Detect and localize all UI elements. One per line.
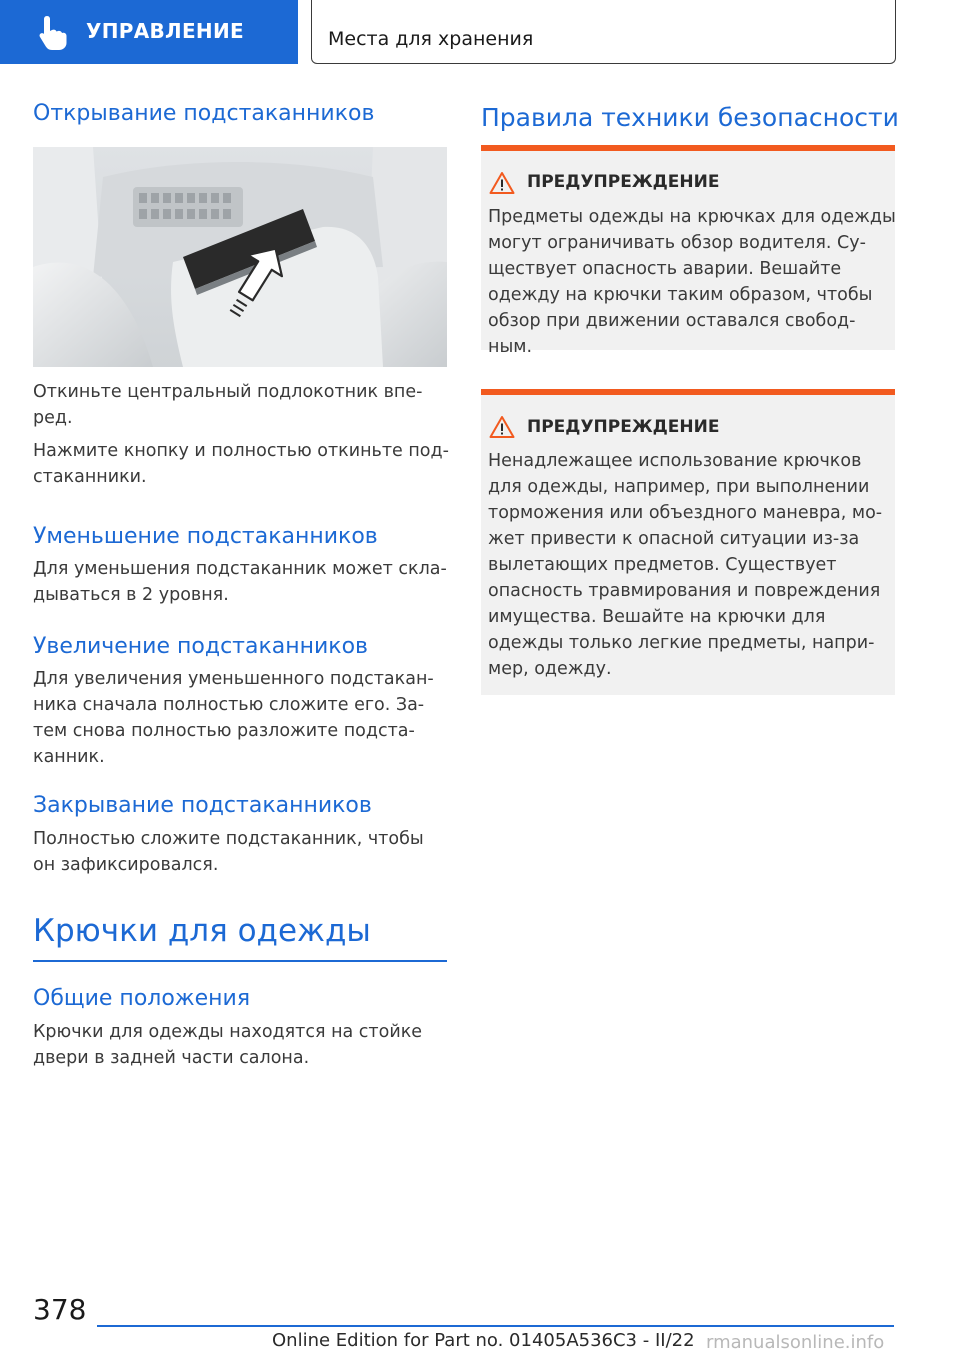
warning-triangle-icon xyxy=(489,171,515,195)
cupholder-photo xyxy=(33,147,447,367)
page-number: 378 xyxy=(33,1293,87,1326)
warning-text: Предметы одежды на крючках для одежды могут ограничивать обзор водителя. Су- ществует опасность аварии. Вешайте одежду на крючки таким образом, чтобы обзор при движении оставался свобод- ным. xyxy=(488,207,896,357)
enlarge-cupholders-heading: Увеличение подстаканников xyxy=(33,634,369,659)
general-paragraph: Крючки для одежды находятся на стойке двери в задней части салона. xyxy=(33,1022,423,1068)
general-heading: Общие положения xyxy=(33,986,251,1011)
hand-pointer-icon xyxy=(36,14,70,52)
close-cupholders-heading: Закрывание подстаканников xyxy=(33,793,372,818)
warning-bar xyxy=(481,389,895,395)
open-instruction-1: Откиньте центральный подлокотник впе- ред. xyxy=(33,382,423,428)
warning-title: ПРЕДУПРЕЖДЕНИЕ xyxy=(527,417,720,437)
warning-bar xyxy=(481,145,895,151)
watermark[interactable]: rmanualsonline.info xyxy=(706,1332,885,1353)
heading-rule xyxy=(33,960,447,962)
reduce-paragraph: Для уменьшения подстаканник может скла- дываться в 2 уровня. xyxy=(33,559,447,605)
warning-box-1 xyxy=(481,145,896,357)
warning-triangle-icon xyxy=(489,415,515,439)
warning-text: Ненадлежащее использование крючков для одежды, например, при выполнении торможения или объездного маневра, мо- жет привести к опасной ситуации из-за вылетающих предметов. Существует опасность травмирования и повреждения имущества. Вешайте на крючки для одежды только легкие предметы, напри- мер, одежду. xyxy=(488,451,883,679)
warning-box-2 xyxy=(481,389,895,695)
chapter-title: Места для хранения xyxy=(328,28,534,50)
open-instruction-2: Нажмите кнопку и полностью откиньте под- стаканники. xyxy=(33,441,449,487)
warning-title: ПРЕДУПРЕЖДЕНИЕ xyxy=(527,172,720,192)
close-paragraph: Полностью сложите подстаканник, чтобы он зафиксировался. xyxy=(33,829,424,875)
armrest-illustration xyxy=(33,147,447,367)
reduce-cupholders-heading: Уменьшение подстаканников xyxy=(33,524,378,549)
safety-heading: Правила техники безопасности xyxy=(481,103,899,132)
edition-info: Online Edition for Part no. 01405A536C3 - II/22 xyxy=(272,1330,695,1351)
section-label: УПРАВЛЕНИЕ xyxy=(86,19,244,43)
chapter-title-box xyxy=(311,0,896,64)
open-cupholders-heading: Открывание подстаканников xyxy=(33,101,375,126)
enlarge-paragraph: Для увеличения уменьшенного подстакан- ника сначала полностью сложите его. За- тем снова полностью разложите подста- канник. xyxy=(33,669,434,767)
section-tab[interactable] xyxy=(0,0,298,64)
coat-hooks-heading: Крючки для одежды xyxy=(33,913,371,949)
footer-rule xyxy=(97,1325,894,1327)
